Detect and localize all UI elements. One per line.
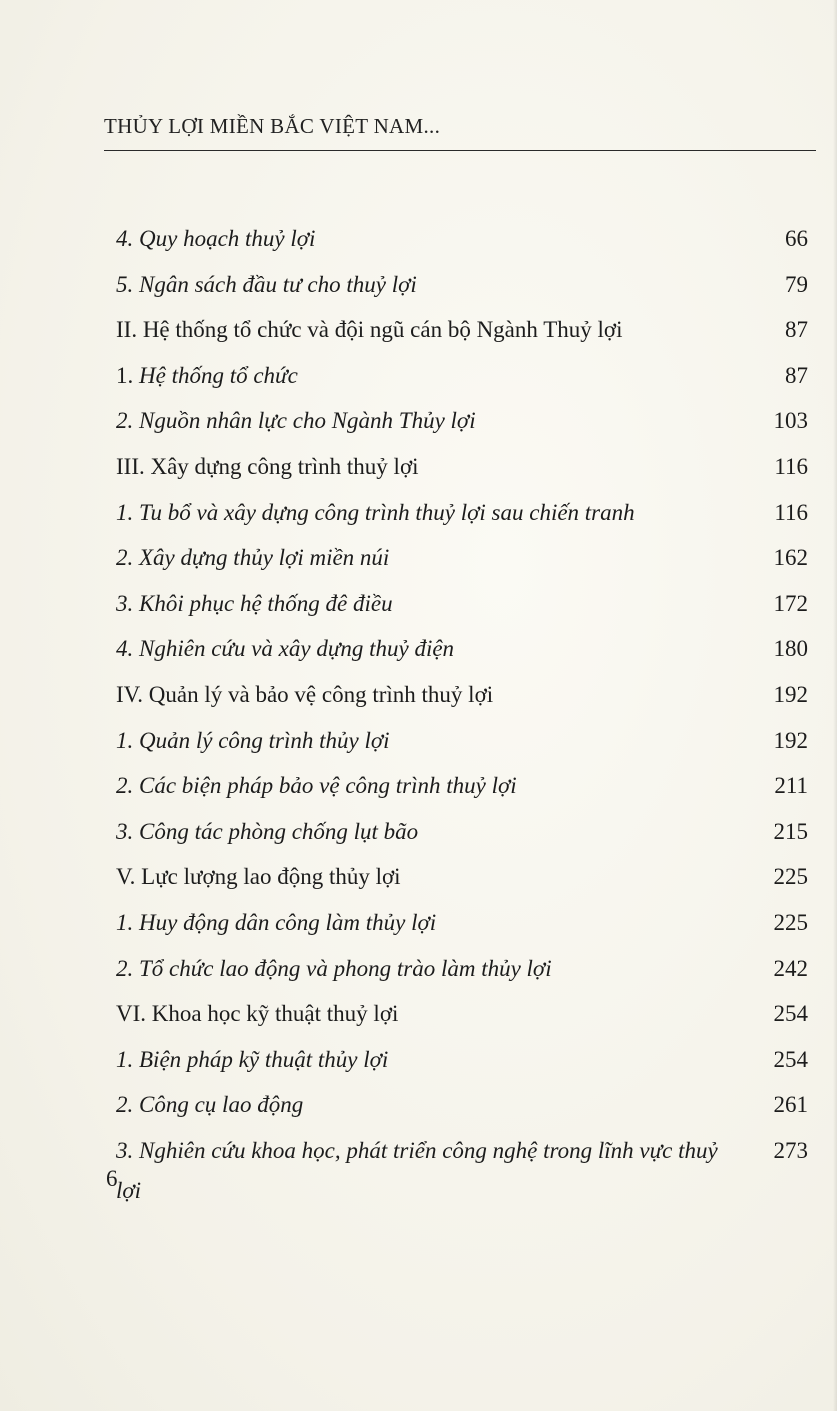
toc-entry-page: 180	[773, 636, 808, 662]
toc-entry	[116, 216, 808, 262]
toc-entry-page: 211	[774, 773, 808, 799]
toc-entry	[116, 1082, 808, 1128]
toc-entry-page: 225	[773, 909, 808, 935]
toc-entry-title: 1. Tu bổ và xây dựng công trình thuỷ lợi sau chiến tranh	[116, 499, 635, 525]
toc-entry-title: 3. Công tác phòng chống lụt bão	[116, 818, 419, 844]
toc-entry-title: 4. Quy hoạch thuỷ lợi	[116, 226, 316, 251]
toc-entry	[116, 718, 808, 764]
toc-section-title: II. Hệ thống tổ chức và đội ngũ cán bộ Ngành Thuỷ lợi	[116, 317, 623, 343]
toc-entry	[116, 900, 808, 946]
toc-section	[116, 307, 808, 353]
header-rule	[104, 150, 816, 151]
toc-entry-page: 273	[773, 1137, 808, 1163]
toc-section-title: VI. Khoa học kỹ thuật thuỷ lợi	[116, 1001, 399, 1027]
toc-entry	[116, 353, 808, 399]
toc-entry-page: 261	[773, 1092, 808, 1118]
toc-entry	[116, 262, 808, 308]
toc-entry-title: 2. Công cụ lao động	[116, 1092, 304, 1118]
toc-entry	[116, 581, 808, 627]
toc-entry-number: 1.	[116, 362, 134, 388]
toc-section	[116, 672, 808, 718]
table-of-contents	[116, 216, 808, 1211]
toc-entry-title: 2. Nguồn nhân lực cho Ngành Thủy lợi	[116, 408, 476, 434]
toc-entry-title: 2. Xây dựng thủy lợi miền núi	[116, 545, 390, 571]
toc-entry-page: 79	[785, 271, 808, 297]
toc-section-page: 192	[773, 681, 808, 707]
toc-section-page: 254	[773, 1001, 808, 1027]
toc-entry-page: 87	[785, 362, 808, 388]
toc-entry-page: 66	[785, 226, 808, 251]
toc-entry-title: 3. Khôi phục hệ thống đê điều	[116, 590, 393, 616]
toc-section	[116, 854, 808, 900]
page-number: 6	[106, 1166, 118, 1191]
toc-section-title: III. Xây dựng công trình thuỷ lợi	[116, 453, 419, 479]
toc-entry	[116, 490, 808, 536]
toc-entry	[116, 398, 808, 444]
toc-section-title: IV. Quản lý và bảo vệ công trình thuỷ lợi	[116, 681, 494, 707]
toc-section-page: 116	[774, 453, 808, 479]
toc-section-page: 225	[773, 864, 808, 890]
toc-entry	[116, 763, 808, 809]
toc-section	[116, 991, 808, 1037]
toc-entry	[116, 535, 808, 581]
toc-entry-page: 116	[774, 499, 808, 525]
toc-entry	[116, 946, 808, 992]
toc-entry-title: 4. Nghiên cứu và xây dựng thuỷ điện	[116, 636, 455, 662]
toc-entry	[116, 1037, 808, 1083]
toc-entry-page: 242	[773, 955, 808, 981]
toc-entry-page: 162	[773, 545, 808, 571]
toc-section	[116, 444, 808, 490]
toc-entry-title: 2. Tổ chức lao động và phong trào làm thủy lợi	[116, 955, 552, 981]
toc-section-title: V. Lực lượng lao động thủy lợi	[116, 864, 401, 890]
toc-entry-page: 215	[773, 818, 808, 844]
toc-entry-page: 172	[773, 590, 808, 616]
toc-entry-page: 254	[773, 1046, 808, 1072]
toc-entry-title: 5. Ngân sách đầu tư cho thuỷ lợi	[116, 271, 417, 297]
toc-entry-page: 192	[773, 727, 808, 753]
toc-entry-title: 1. Quản lý công trình thủy lợi	[116, 727, 390, 753]
toc-entry-title: 1. Huy động dân công làm thủy lợi	[116, 909, 437, 935]
toc-section-page: 87	[785, 317, 808, 343]
toc-entry-title: 3. Nghiên cứu khoa học, phát triển công nghệ trong lĩnh vực thuỷ lợi	[116, 1137, 718, 1203]
toc-entry-title: 2. Các biện pháp bảo vệ công trình thuỷ lợi	[116, 773, 517, 799]
running-header: THỦY LỢI MIỀN BẮC VIỆT NAM...	[104, 114, 441, 138]
toc-entry-page: 103	[773, 408, 808, 434]
toc-entry	[116, 626, 808, 672]
toc-entry-title: Hệ thống tổ chức	[139, 362, 298, 388]
toc-entry-title: 1. Biện pháp kỹ thuật thủy lợi	[116, 1046, 389, 1072]
toc-entry	[116, 1128, 808, 1211]
toc-entry	[116, 809, 808, 855]
